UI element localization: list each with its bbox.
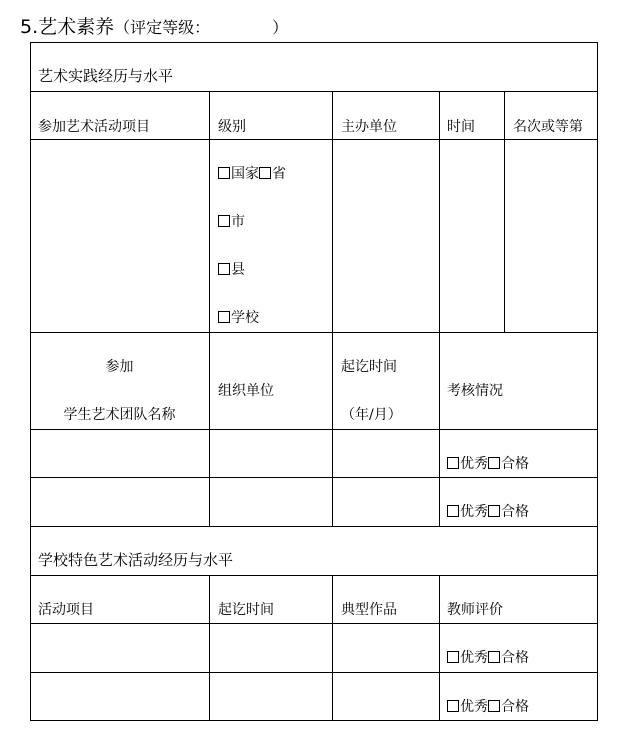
checkbox-pass[interactable] bbox=[488, 651, 500, 663]
label-excellent: 优秀 bbox=[460, 650, 488, 666]
level-option-county bbox=[218, 259, 245, 279]
header-period-line2: （年/月） bbox=[341, 407, 402, 423]
checkbox-national[interactable] bbox=[218, 167, 230, 179]
checkbox-city[interactable] bbox=[218, 215, 230, 227]
header-ranking: 名次或等第 bbox=[513, 119, 583, 135]
checkbox-excellent[interactable] bbox=[447, 651, 459, 663]
header-organizer: 主办单位 bbox=[341, 119, 397, 135]
label-pass: 合格 bbox=[501, 650, 529, 666]
level-option-school bbox=[218, 307, 259, 327]
header-level: 级别 bbox=[218, 119, 246, 135]
title-main: 5.艺术素养 bbox=[20, 16, 115, 38]
level-option-city bbox=[218, 211, 245, 231]
checkbox-excellent[interactable] bbox=[447, 700, 459, 712]
checkbox-excellent[interactable] bbox=[447, 457, 459, 469]
label-pass: 合格 bbox=[501, 699, 529, 715]
team-header-line1: 参加 bbox=[105, 359, 134, 375]
label-excellent: 优秀 bbox=[460, 699, 488, 715]
header-activity: 活动项目 bbox=[38, 602, 94, 618]
label-school: 学校 bbox=[231, 310, 259, 326]
header-period: 起讫时间 bbox=[218, 602, 274, 618]
checkbox-excellent[interactable] bbox=[447, 505, 459, 517]
team-row2-grade bbox=[447, 501, 529, 521]
label-national: 国家 bbox=[231, 166, 259, 182]
label-excellent: 优秀 bbox=[460, 504, 488, 520]
team-row1-grade bbox=[447, 453, 529, 473]
checkbox-pass[interactable] bbox=[488, 457, 500, 469]
header-activity-item: 参加艺术活动项目 bbox=[38, 119, 150, 135]
checkbox-pass[interactable] bbox=[488, 505, 500, 517]
school-row1-grade bbox=[447, 647, 529, 667]
header-assessment: 考核情况 bbox=[447, 383, 503, 399]
header-period-line1: 起讫时间 bbox=[341, 359, 397, 375]
label-province: 省 bbox=[272, 166, 286, 182]
school-section-title: 学校特色艺术活动经历与水平 bbox=[38, 551, 234, 569]
title-rating-close: ） bbox=[272, 18, 289, 37]
checkbox-school[interactable] bbox=[218, 311, 230, 323]
team-header-line2: 学生艺术团队名称 bbox=[63, 407, 176, 423]
label-excellent: 优秀 bbox=[460, 456, 488, 472]
checkbox-pass[interactable] bbox=[488, 700, 500, 712]
header-org-unit: 组织单位 bbox=[218, 383, 274, 399]
section-title bbox=[20, 12, 288, 43]
header-time: 时间 bbox=[447, 119, 475, 135]
header-teacher-eval: 教师评价 bbox=[447, 602, 503, 618]
label-pass: 合格 bbox=[501, 504, 529, 520]
header-typical-work: 典型作品 bbox=[341, 602, 397, 618]
level-options-row1 bbox=[218, 163, 286, 183]
label-city: 市 bbox=[231, 214, 245, 230]
practice-section-title: 艺术实践经历与水平 bbox=[38, 67, 174, 85]
school-row2-grade bbox=[447, 696, 529, 716]
label-county: 县 bbox=[231, 262, 245, 278]
checkbox-county[interactable] bbox=[218, 263, 230, 275]
checkbox-province[interactable] bbox=[259, 167, 271, 179]
label-pass: 合格 bbox=[501, 456, 529, 472]
title-rating-label: （评定等级： bbox=[114, 18, 211, 37]
